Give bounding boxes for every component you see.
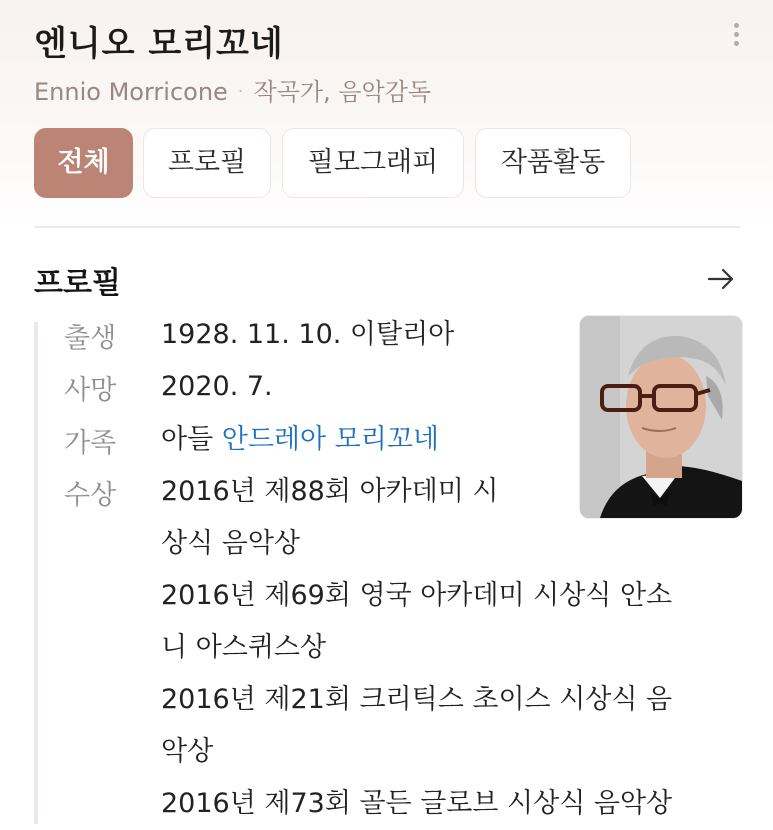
profile-photo[interactable]: [579, 315, 743, 519]
subtitle: [34, 72, 431, 107]
family-member-link[interactable]: 안드레아 모리꼬네: [221, 424, 440, 455]
label-birth: 출생: [64, 323, 117, 354]
value-family: [161, 414, 439, 466]
tab-works[interactable]: 작품활동: [475, 128, 631, 198]
original-name: Ennio Morricone: [34, 78, 228, 106]
award-line: 상식 음악상: [161, 528, 300, 559]
profile-left-border: [34, 322, 38, 824]
separator-dot: ·: [237, 81, 244, 102]
value-death: 2020. 7.: [161, 371, 273, 402]
award-line: 2016년 제69회 영국 아카데미 시상식 안소: [161, 580, 673, 611]
tab-all[interactable]: 전체: [34, 128, 133, 198]
label-death: 사망: [64, 375, 117, 406]
award-line: 2016년 제73회 골든 글로브 시상식 음악상: [161, 788, 673, 819]
label-family: 가족: [64, 428, 117, 459]
divider: [34, 226, 740, 228]
award-line: 악상: [161, 736, 214, 767]
award-line: 2016년 제21회 크리틱스 초이스 시상식 음: [161, 684, 673, 715]
award-line: 2016년 제88회 아카데미 시: [161, 476, 499, 507]
more-vertical-icon[interactable]: [726, 20, 746, 52]
arrow-right-icon[interactable]: [706, 264, 736, 294]
portrait-image: [580, 316, 742, 518]
value-birth: 1928. 11. 10. 이탈리아: [161, 319, 455, 350]
label-awards: 수상: [64, 480, 117, 511]
page-title: 엔니오 모리꼬네: [34, 24, 284, 64]
family-relation: 아들: [161, 424, 214, 455]
award-line: 니 아스퀴스상: [161, 632, 327, 663]
occupation: 작곡가, 음악감독: [253, 78, 432, 106]
tab-profile[interactable]: 프로필: [143, 128, 271, 198]
tab-filmography[interactable]: 필모그래피: [282, 128, 464, 198]
section-title-profile: 프로필: [34, 266, 121, 301]
